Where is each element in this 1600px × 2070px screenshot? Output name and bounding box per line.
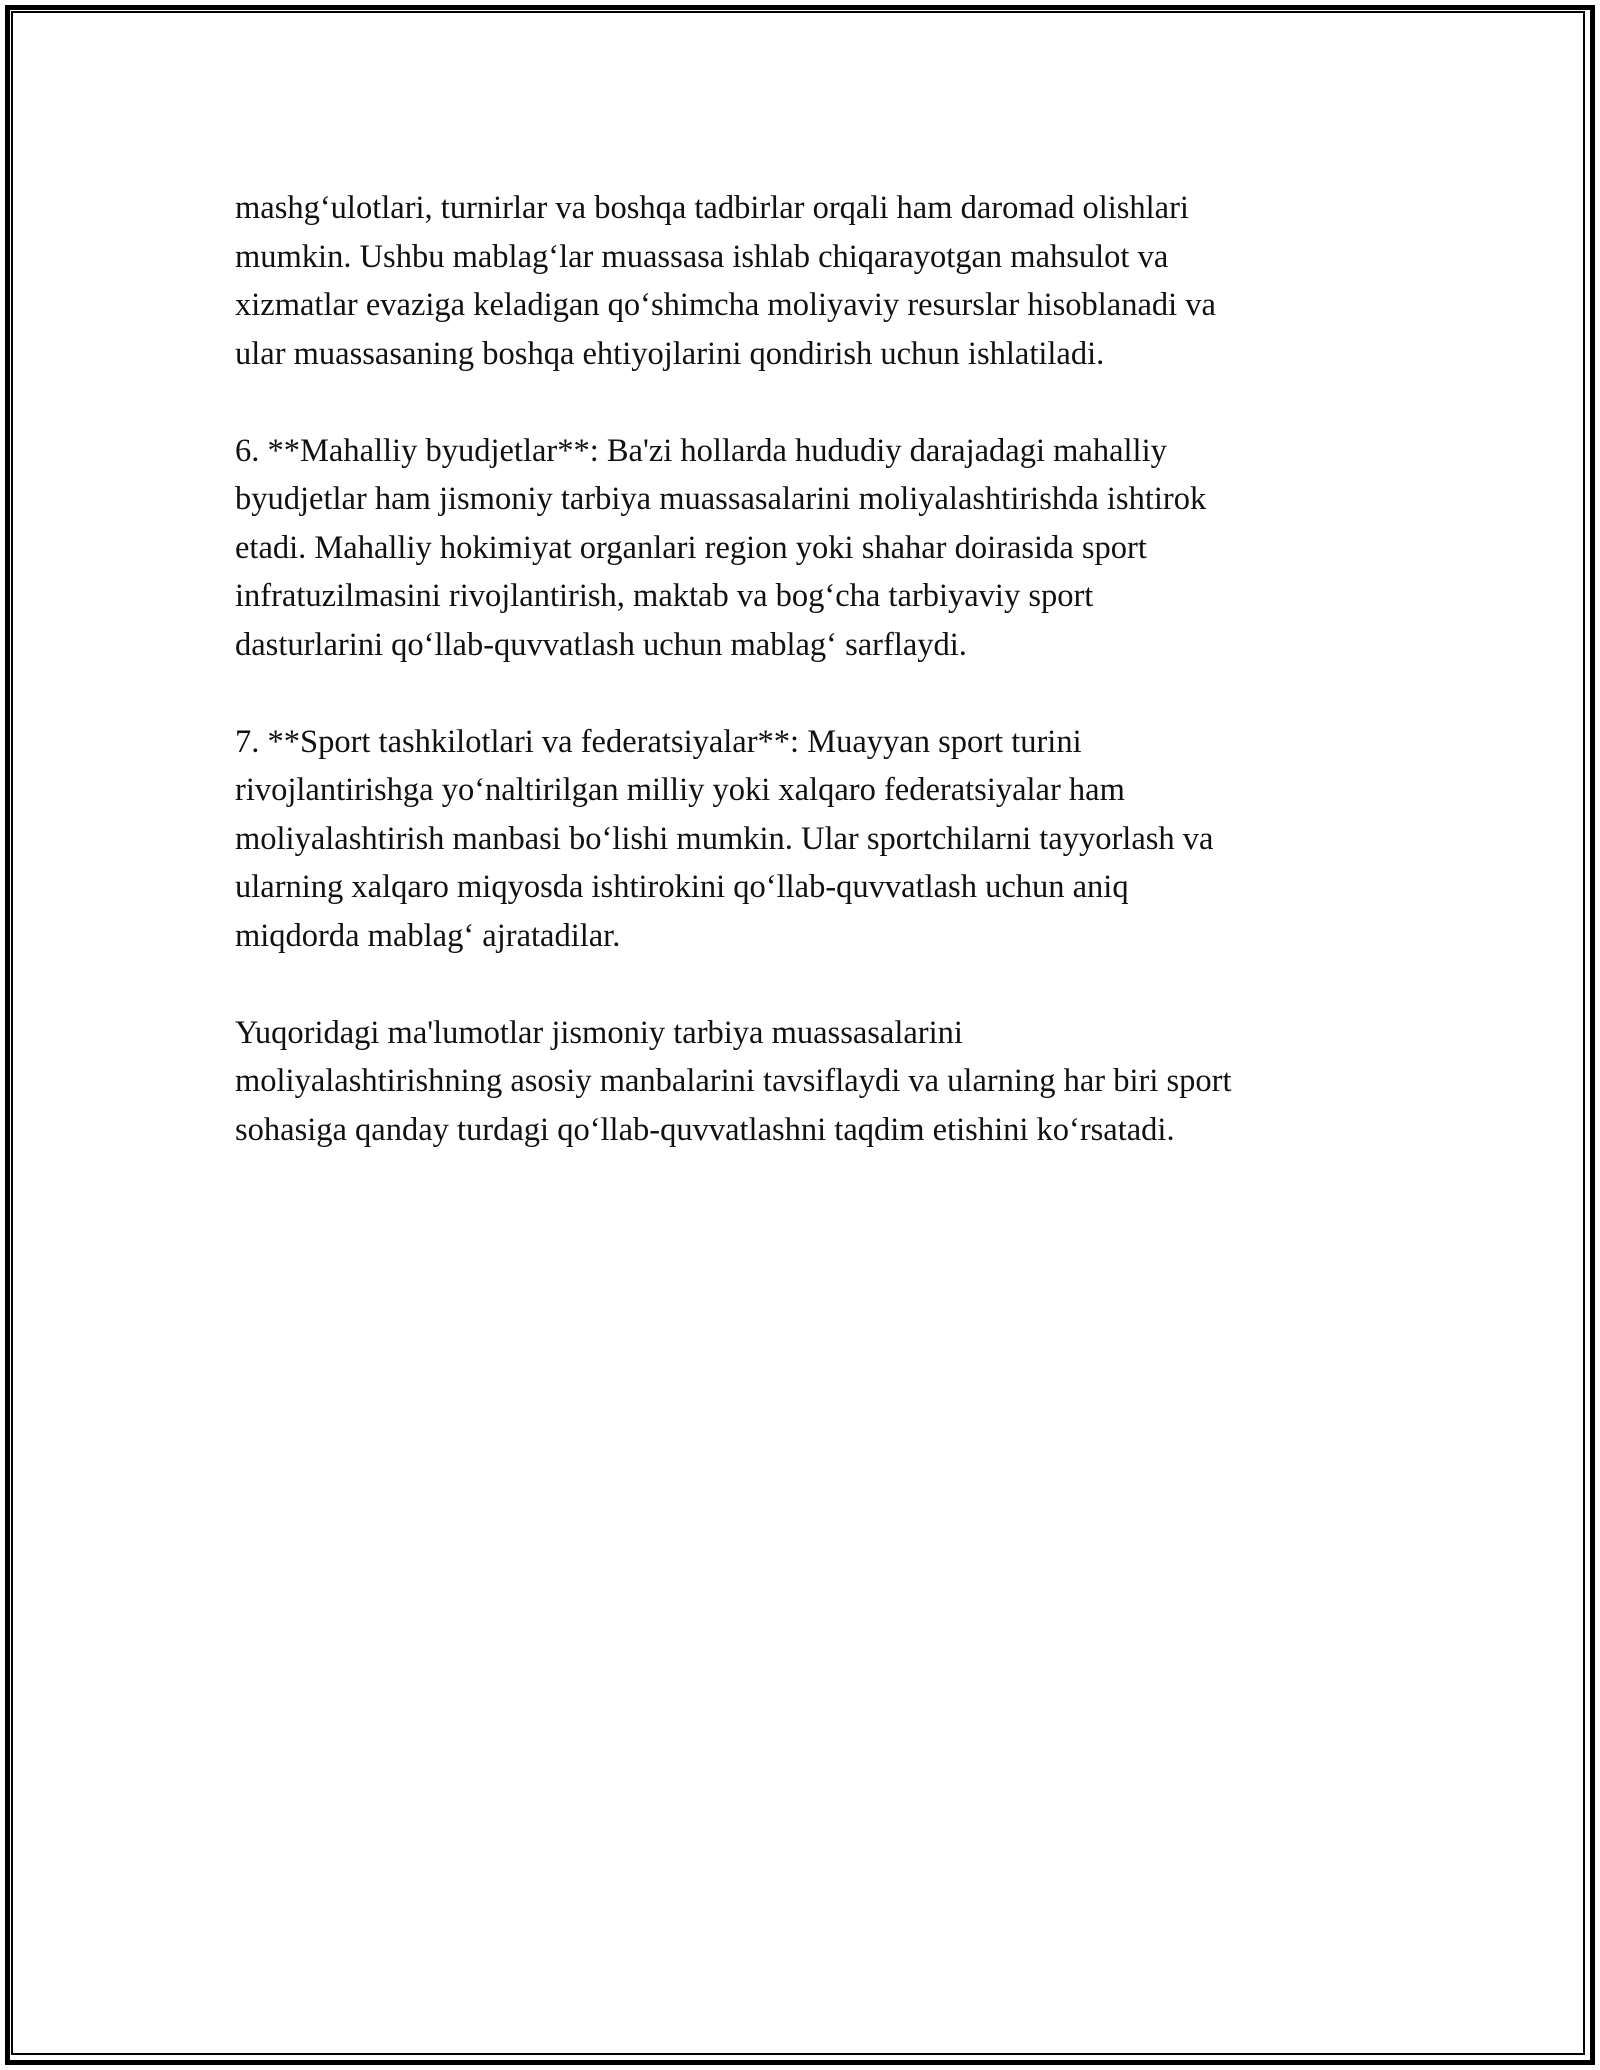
paragraph-summary <box>235 1009 1415 1155</box>
paragraph-local-budgets <box>235 427 1415 670</box>
text-line: etadi. Mahalliy hokimiyat organlari region yoki shahar doirasida sport <box>235 529 1147 566</box>
text-line: 6. **Mahalliy byudjetlar**: Ba'zi hollarda hududiy darajadagi mahalliy <box>235 432 1167 469</box>
text-line: miqdorda mablag‘ ajratadilar. <box>235 917 621 954</box>
document-body <box>235 184 1415 1203</box>
text-line: infratuzilmasini rivojlantirish, maktab va bog‘cha tarbiyaviy sport <box>235 578 1094 614</box>
text-line: xizmatlar evaziga keladigan qo‘shimcha moliyaviy resurslar hisoblanadi va <box>235 287 1216 323</box>
paragraph-sport-federations <box>235 718 1415 961</box>
paragraph-income-activities <box>235 184 1415 378</box>
text-line: ularning xalqaro miqyosda ishtirokini qo‘llab-quvvatlash uchun aniq <box>235 869 1129 905</box>
text-line: Yuqoridagi ma'lumotlar jismoniy tarbiya muassasalarini <box>235 1014 963 1051</box>
text-line: byudjetlar ham jismoniy tarbiya muassasalarini moliyalashtirishda ishtirok <box>235 481 1207 517</box>
text-line: dasturlarini qo‘llab-quvvatlash uchun mablag‘ sarflaydi. <box>235 626 967 663</box>
text-line: moliyalashtirishning asosiy manbalarini tavsiflaydi va ularning har biri sport <box>235 1063 1232 1099</box>
text-line: rivojlantirishga yo‘naltirilgan milliy yoki xalqaro federatsiyalar ham <box>235 772 1125 808</box>
text-line: ular muassasaning boshqa ehtiyojlarini qondirish uchun ishlatiladi. <box>235 335 1105 372</box>
text-line: mashg‘ulotlari, turnirlar va boshqa tadbirlar orqali ham daromad olishlari <box>235 190 1189 226</box>
text-line: 7. **Sport tashkilotlari va federatsiyalar**: Muayyan sport turini <box>235 723 1082 760</box>
text-line: sohasiga qanday turdagi qo‘llab-quvvatlashni taqdim etishini ko‘rsatadi. <box>235 1111 1175 1148</box>
text-line: moliyalashtirish manbasi bo‘lishi mumkin. Ular sportchilarni tayyorlash va <box>235 820 1214 857</box>
text-line: mumkin. Ushbu mablag‘lar muassasa ishlab chiqarayotgan mahsulot va <box>235 238 1169 275</box>
